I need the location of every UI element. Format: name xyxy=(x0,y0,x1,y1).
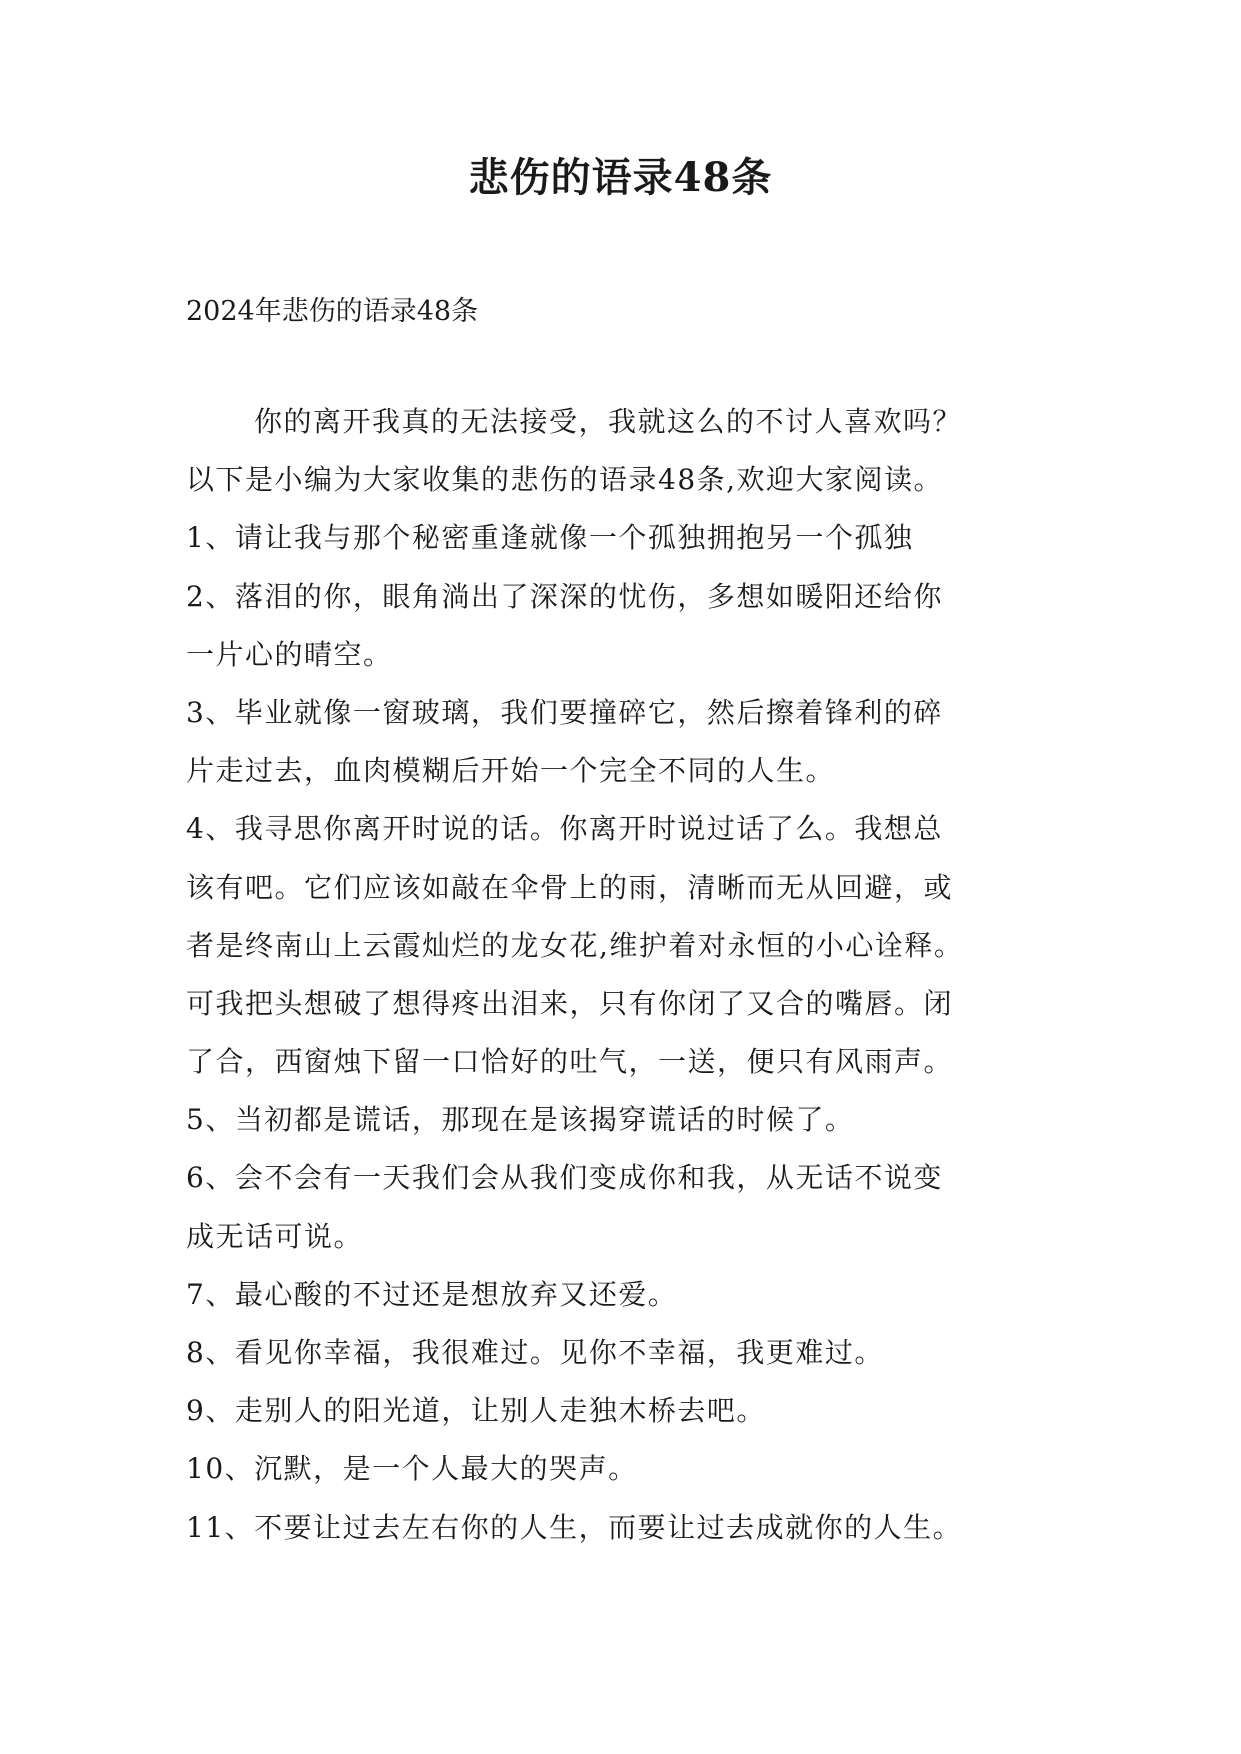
quote-line: 8、看见你幸福，我很难过。见你不幸福，我更难过。 xyxy=(186,1336,884,1369)
quote-line: 一片心的晴空。 xyxy=(186,637,393,671)
quote-line: 1、请让我与那个秘密重逢就像一个孤独拥抱另一个孤独 xyxy=(186,521,914,555)
body-text xyxy=(186,402,1076,1566)
quote-line: 6、会不会有一天我们会从我们变成你和我，从无话不说变 xyxy=(186,1161,943,1195)
quote-line: 该有吧。它们应该如敲在伞骨上的雨，清晰而无从回避，或 xyxy=(186,870,954,904)
quote-line: 11、不要让过去左右你的人生，而要让过去成就你的人生。 xyxy=(186,1510,963,1544)
quote-line: 5、当初都是谎话，那现在是该揭穿谎话的时候了。 xyxy=(186,1103,855,1137)
document-title: 悲伤的语录48条 xyxy=(468,154,773,201)
quote-line: 可我把头想破了想得疼出泪来，只有你闭了又合的嘴唇。闭 xyxy=(186,986,954,1020)
quote-line: 7、最心酸的不过还是想放弃又还爱。 xyxy=(186,1277,678,1311)
paragraph-line: 以下是小编为大家收集的悲伤的语录48条,欢迎大家阅读。 xyxy=(186,463,944,497)
quote-line: 10、沉默，是一个人最大的哭声。 xyxy=(186,1452,638,1486)
quote-line: 成无话可说。 xyxy=(186,1219,364,1253)
quote-line: 了合，西窗烛下留一口恰好的吐气，一送，便只有风雨声。 xyxy=(186,1045,954,1079)
quote-line: 2、落泪的你，眼角淌出了深深的忧伤，多想如暖阳还给你 xyxy=(186,579,943,613)
quote-line: 4、我寻思你离开时说的话。你离开时说过话了么。我想总 xyxy=(186,812,943,846)
paragraph-line: 你的离开我真的无法接受，我就这么的不讨人喜欢吗？ xyxy=(254,405,963,438)
quote-line: 者是终南山上云霞灿烂的龙女花,维护着对永恒的小心诠释。 xyxy=(186,928,964,962)
quote-line: 片走过去，血肉模糊后开始一个完全不同的人生。 xyxy=(186,754,836,788)
quote-line: 3、毕业就像一窗玻璃，我们要撞碎它，然后擦着锋利的碎 xyxy=(186,695,943,729)
quote-line: 9、走别人的阳光道，让别人走独木桥去吧。 xyxy=(186,1394,766,1428)
document-subtitle: 2024年悲伤的语录48条 xyxy=(186,296,479,327)
